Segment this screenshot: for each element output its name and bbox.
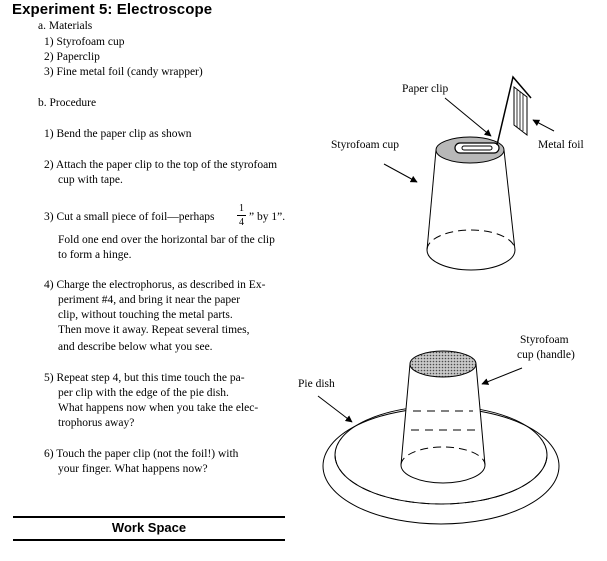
procedure-heading: b. Procedure [38,97,97,109]
paper-clip-label: Paper clip [402,83,449,95]
page-title: Experiment 5: Electroscope [12,1,213,18]
procedure-step-1: 1) Bend the paper clip as shown [44,128,192,140]
procedure-step-4-line: periment #4, and bring it near the paper [58,294,241,306]
metal-foil-shape [514,87,527,135]
styrofoam-cup-figure-2 [401,351,485,483]
procedure-step-2-line: 2) Attach the paper clip to the top of the styrofoam [44,159,278,171]
materials-item: 3) Fine metal foil (candy wrapper) [44,66,203,78]
procedure-step-3-line: ” by 1”. [249,211,286,223]
styrofoam-cup-label: Styrofoam cup [331,139,400,151]
procedure-step-5-line: What happens now when you take the elec- [58,402,259,414]
metal-foil-label: Metal foil [538,139,584,151]
fraction-denominator: 4 [239,217,244,228]
work-space-heading: Work Space [111,520,187,535]
procedure-step-6-line: 6) Touch the paper clip (not the foil!) with [44,448,239,460]
styrofoam-cup-arrow [384,164,417,182]
styrofoam-handle-label: Styrofoam [520,334,569,346]
procedure-step-2-line: cup with tape. [58,174,123,186]
procedure-step-3-line: to form a hinge. [58,249,132,261]
fraction-numerator: 1 [239,203,244,214]
procedure-step-3-line: Fold one end over the horizontal bar of the clip [58,234,275,246]
procedure-step-5-line: per clip with the edge of the pie dish. [58,387,229,399]
procedure-step-5-line: 5) Repeat step 4, but this time touch the pa- [44,372,245,384]
styrofoam-cup-figure-1 [427,137,515,270]
pie-dish-arrow [318,396,352,422]
procedure-step-6-line: your finger. What happens now? [58,463,208,475]
procedure-step-4-line: 4) Charge the electrophorus, as described in Ex- [44,279,266,291]
procedure-step-5-line: trophorus away? [58,417,135,429]
paper-clip-arrow [445,98,491,136]
procedure-step-4-line: and describe below what you see. [58,341,213,353]
pie-dish-label: Pie dish [298,378,335,390]
materials-heading: a. Materials [38,20,93,32]
materials-item: 1) Styrofoam cup [44,36,125,48]
styrofoam-handle-label: cup (handle) [517,349,575,361]
styrofoam-handle-arrow [482,368,522,384]
procedure-step-4-line: Then move it away. Repeat several times, [58,324,250,336]
materials-item: 2) Paperclip [44,51,100,63]
procedure-step-4-line: clip, without touching the metal parts. [58,309,233,321]
metal-foil-arrow [533,120,554,131]
procedure-step-3-line: 3) Cut a small piece of foil—perhaps [44,211,215,223]
